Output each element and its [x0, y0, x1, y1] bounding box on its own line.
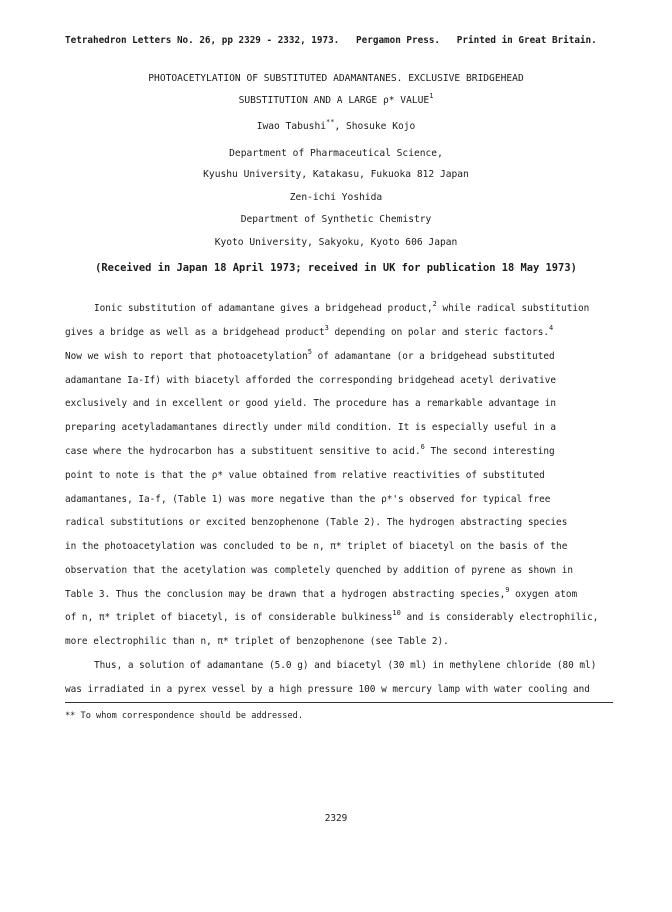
footnote: ** To whom correspondence should be addressed. [65, 711, 303, 721]
title-line-2-text: SUBSTITUTION AND A LARGE ρ* VALUE [238, 95, 430, 106]
correspondence-mark: ** [326, 118, 335, 126]
body-line-1 [94, 300, 590, 314]
body-text: of adamantane (or a bridgehead substituted [311, 351, 555, 362]
body-text: Table 3. Thus the conclusion may be drawn that a hydrogen abstracting species, [65, 589, 506, 600]
ref-4: 4 [548, 324, 554, 332]
authors-line [0, 118, 672, 132]
ref-9: 9 [505, 586, 510, 594]
author-kojo: , Shosuke Kojo [334, 121, 416, 132]
body-text: The second interesting [424, 446, 555, 457]
journal-header: Tetrahedron Letters No. 26, pp 2329 - 2332, 1973. Pergamon Press. Printed in Great Britain. [65, 35, 597, 46]
author-yoshida: Zen-ichi Yoshida [289, 192, 383, 203]
ref-10: 10 [392, 609, 401, 617]
body-text: depending on polar and steric factors. [328, 327, 549, 338]
body-line-7 [65, 443, 555, 457]
body-line-2 [65, 324, 554, 338]
affiliation-2-line-1: Department of Synthetic Chemistry [240, 214, 432, 225]
body-line-11: in the photoacetylation was concluded to be n, π* triplet of biacetyl on the basis of the [65, 541, 568, 552]
body-text: Ionic substitution of adamantane gives a bridgehead product, [94, 303, 433, 314]
body-line-12: observation that the acetylation was completely quenched by addition of pyrene as shown in [65, 565, 573, 576]
title-footnote-ref: 1 [429, 92, 434, 100]
body-line-15: more electrophilic than n, π* triplet of benzophenone (see Table 2). [65, 636, 449, 647]
affiliation-1-line-2: Kyushu University, Katakasu, Fukuoka 812 Japan [203, 169, 469, 180]
body-line-10: radical substitutions or excited benzophenone (Table 2). The hydrogen abstracting species [65, 517, 568, 528]
body-line-14 [65, 609, 599, 623]
body-text: of n, π* triplet of biacetyl, is of considerable bulkiness [65, 612, 393, 623]
ref-6: 6 [420, 443, 425, 451]
body-line-9: adamantanes, Ia-f, (Table 1) was more negative than the ρ*'s observed for typical free [65, 494, 551, 505]
body-text: Now we wish to report that photoacetylation [65, 351, 308, 362]
affiliation-2-line-2: Kyoto University, Sakyoku, Kyoto 606 Japan [214, 237, 458, 248]
ref-5: 5 [307, 348, 312, 356]
body-line-8: point to note is that the ρ* value obtained from relative reactivities of substituted [65, 470, 545, 481]
author-tabushi: Iwao Tabushi [256, 121, 326, 132]
body-text: gives a bridge as well as a bridgehead product [65, 327, 325, 338]
body-text: and is considerably electrophilic, [400, 612, 599, 623]
ref-2: 2 [432, 300, 437, 308]
affiliation-1-line-1: Department of Pharmaceutical Science, [229, 148, 443, 159]
body-line-17: was irradiated in a pyrex vessel by a high pressure 100 w mercury lamp with water cooling and [65, 684, 590, 695]
received-dates: (Received in Japan 18 April 1973; received in UK for publication 18 May 1973) [95, 262, 577, 274]
body-line-16: Thus, a solution of adamantane (5.0 g) and biacetyl (30 ml) in methylene chloride (80 ml) [94, 660, 597, 671]
page-number: 2329 [324, 813, 348, 824]
title-line-2 [0, 92, 672, 106]
body-line-5: exclusively and in excellent or good yield. The procedure has a remarkable advantage in [65, 398, 557, 409]
body-line-13 [65, 586, 578, 600]
body-text: while radical substitution [436, 303, 590, 314]
body-text: case where the hydrocarbon has a substituent sensitive to acid. [65, 446, 421, 457]
body-line-3 [65, 348, 555, 362]
ref-3: 3 [324, 324, 329, 332]
body-text: oxygen atom [509, 589, 578, 600]
body-line-4: adamantane Ia-If) with biacetyl afforded the corresponding bridgehead acetyl derivative [65, 375, 557, 386]
title-line-1: PHOTOACETYLATION OF SUBSTITUTED ADAMANTANES. EXCLUSIVE BRIDGEHEAD [148, 73, 524, 84]
body-line-6: preparing acetyladamantanes directly under mild condition. It is especially useful in a [65, 422, 557, 433]
footnote-rule [65, 702, 613, 703]
